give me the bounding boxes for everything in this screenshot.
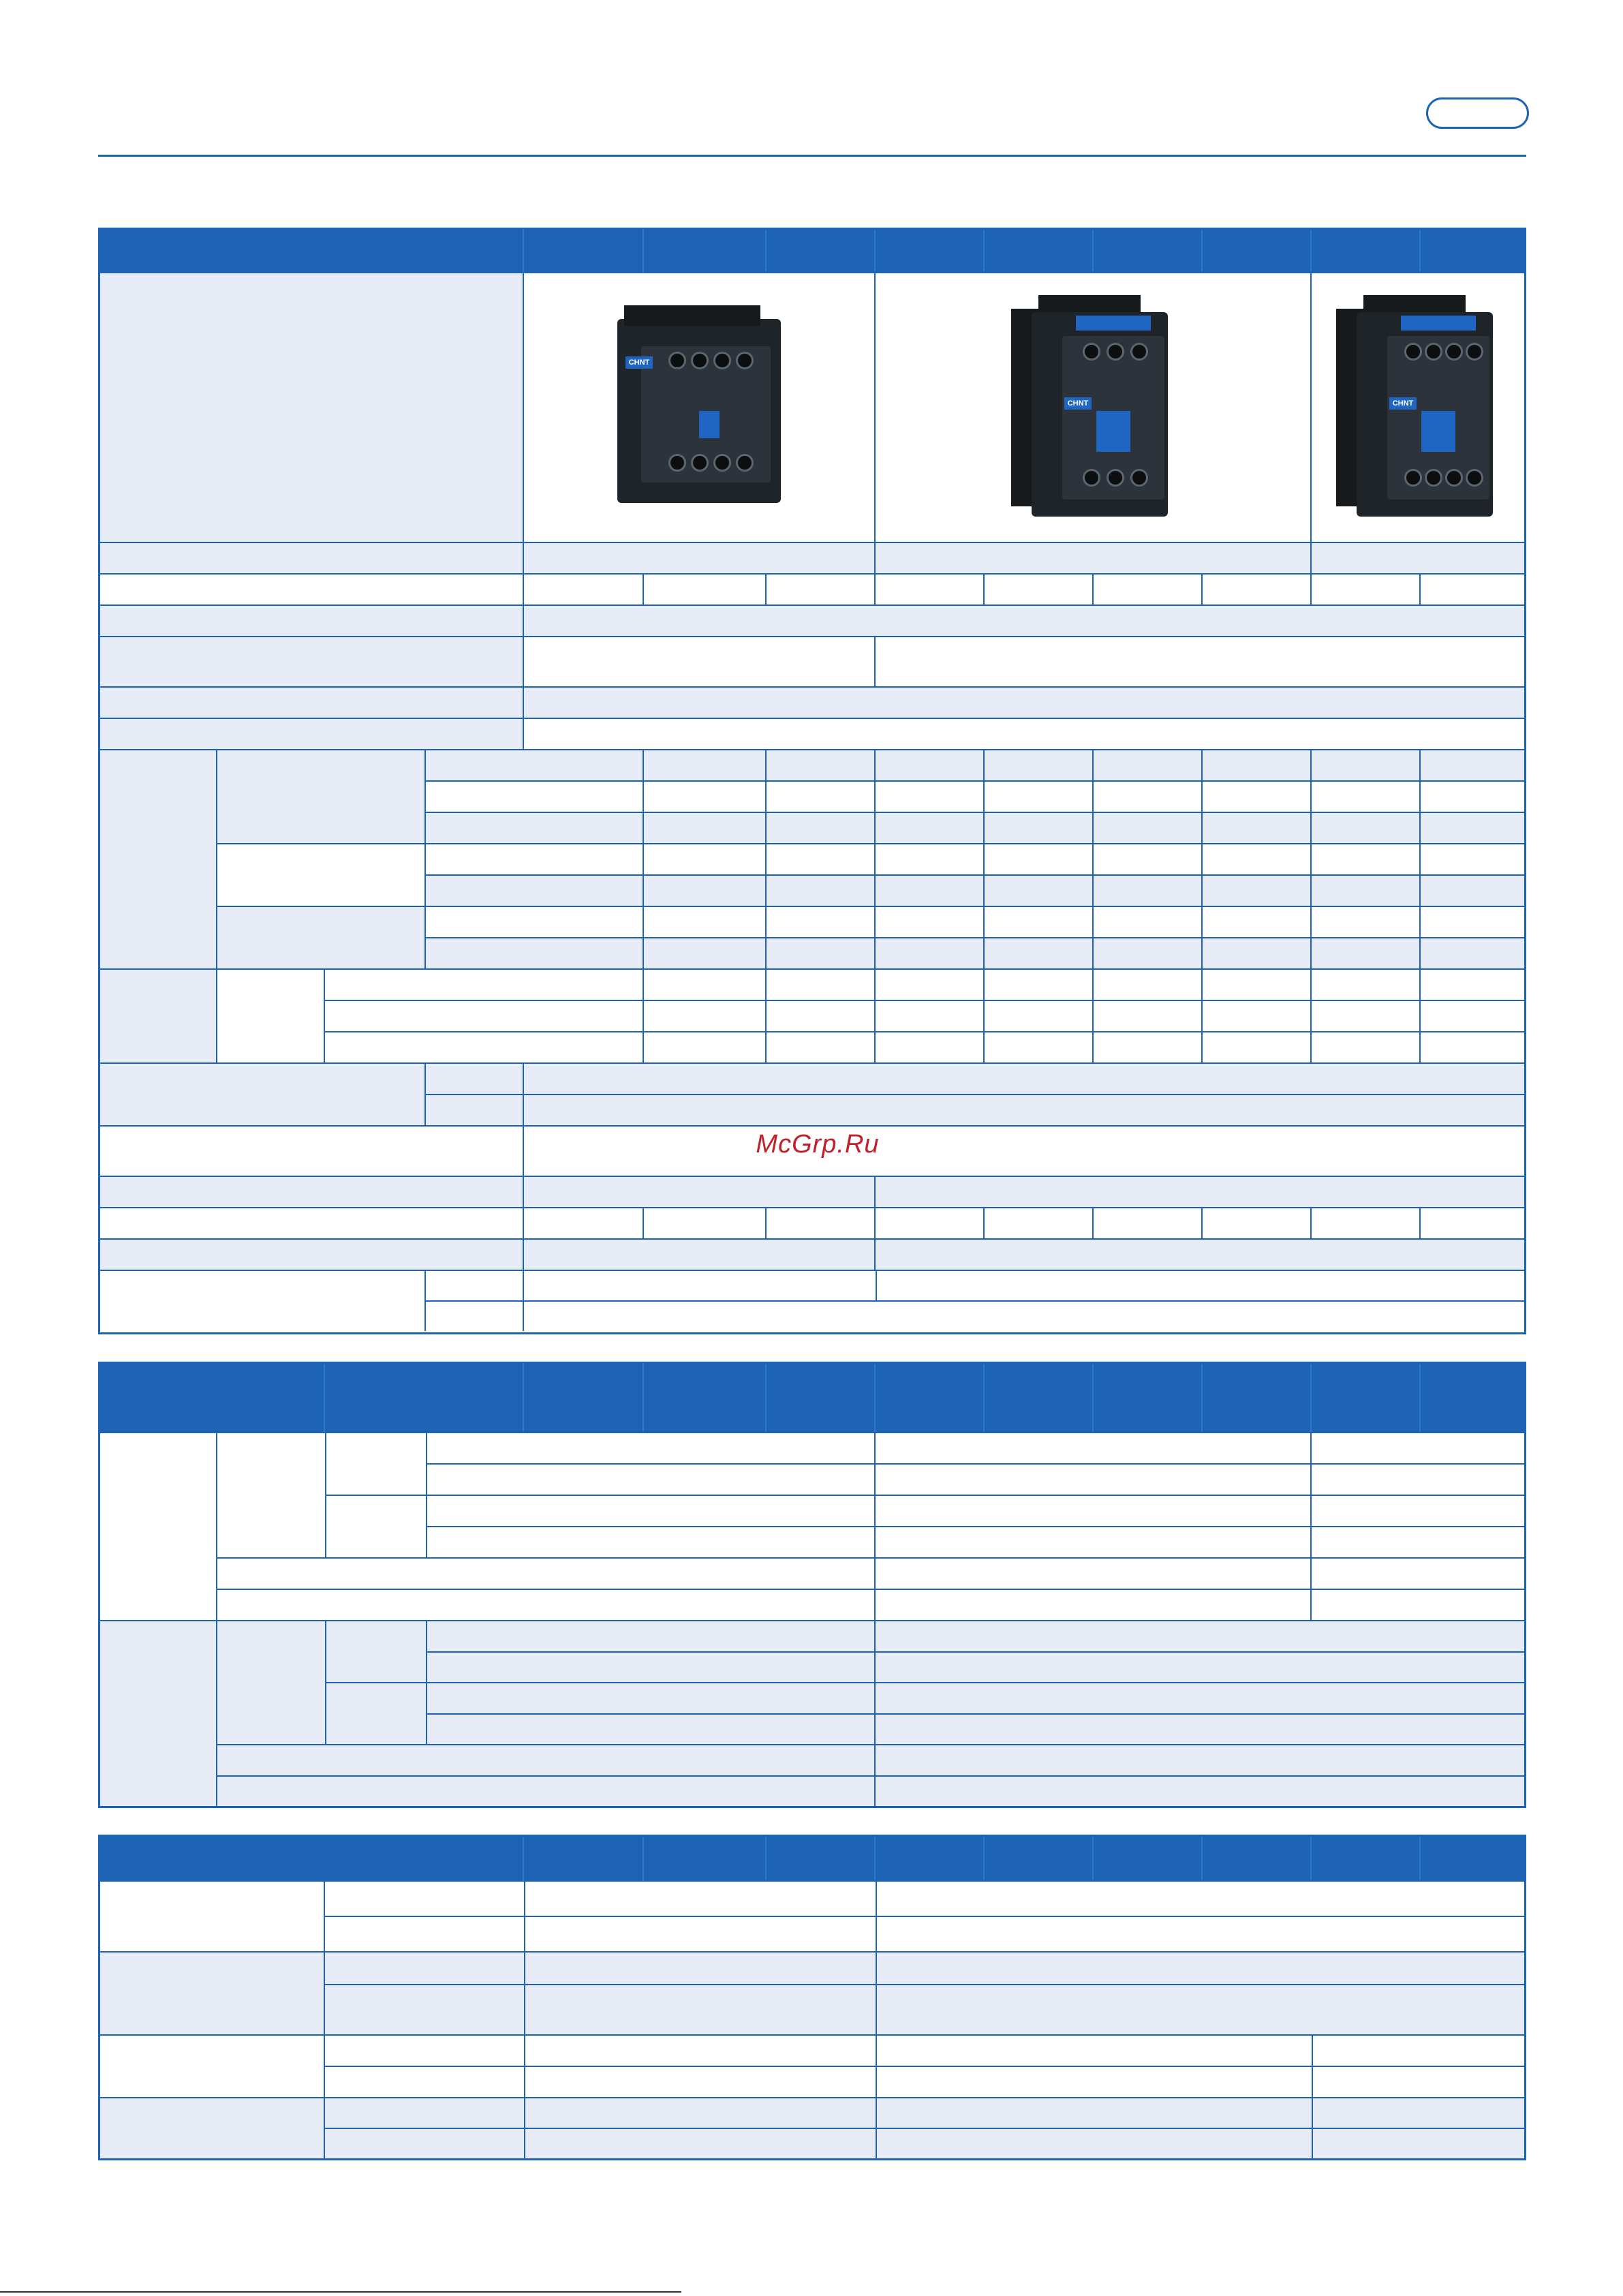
table-group — [100, 1880, 1524, 1951]
contactor-small-image — [610, 305, 788, 510]
table-row — [100, 636, 1524, 686]
brand-label: CHNT — [1389, 397, 1417, 410]
table-group — [100, 1432, 1524, 1620]
contactor-medium-image — [1011, 295, 1175, 520]
contactor-large-image — [1336, 295, 1500, 520]
wiring-header-row — [100, 1364, 1524, 1432]
accessories-header-row — [100, 1837, 1524, 1880]
accessories-table — [98, 1835, 1526, 2160]
table-group — [100, 968, 1524, 1062]
table-row — [100, 1176, 1524, 1207]
photo-cell-small — [523, 273, 874, 542]
footer-rule — [0, 2291, 681, 2293]
table-group — [100, 749, 1524, 968]
table-group — [100, 1951, 1524, 2034]
table-group — [100, 2034, 1524, 2097]
product-photo-row — [100, 272, 1524, 542]
photo-cell-large — [1310, 273, 1524, 542]
wiring-table — [98, 1362, 1526, 1808]
table-row — [100, 718, 1524, 749]
table-row — [100, 542, 1524, 573]
specs-header-row — [100, 230, 1524, 272]
specs-table — [98, 228, 1526, 1334]
header-rule — [98, 155, 1526, 157]
photo-cell-medium — [874, 273, 1310, 542]
table-row — [100, 1238, 1524, 1270]
table-group — [100, 2097, 1524, 2158]
table-row — [100, 1207, 1524, 1238]
brand-label: CHNT — [625, 356, 653, 369]
table-group — [100, 1062, 1524, 1125]
table-group — [100, 1620, 1524, 1806]
brand-label: CHNT — [1064, 397, 1092, 410]
table-group — [100, 1270, 1524, 1331]
table-row — [100, 573, 1524, 604]
table-row — [100, 604, 1524, 636]
watermark: McGrp.Ru — [756, 1130, 880, 1159]
header-pill — [1426, 97, 1529, 129]
table-row — [100, 686, 1524, 718]
